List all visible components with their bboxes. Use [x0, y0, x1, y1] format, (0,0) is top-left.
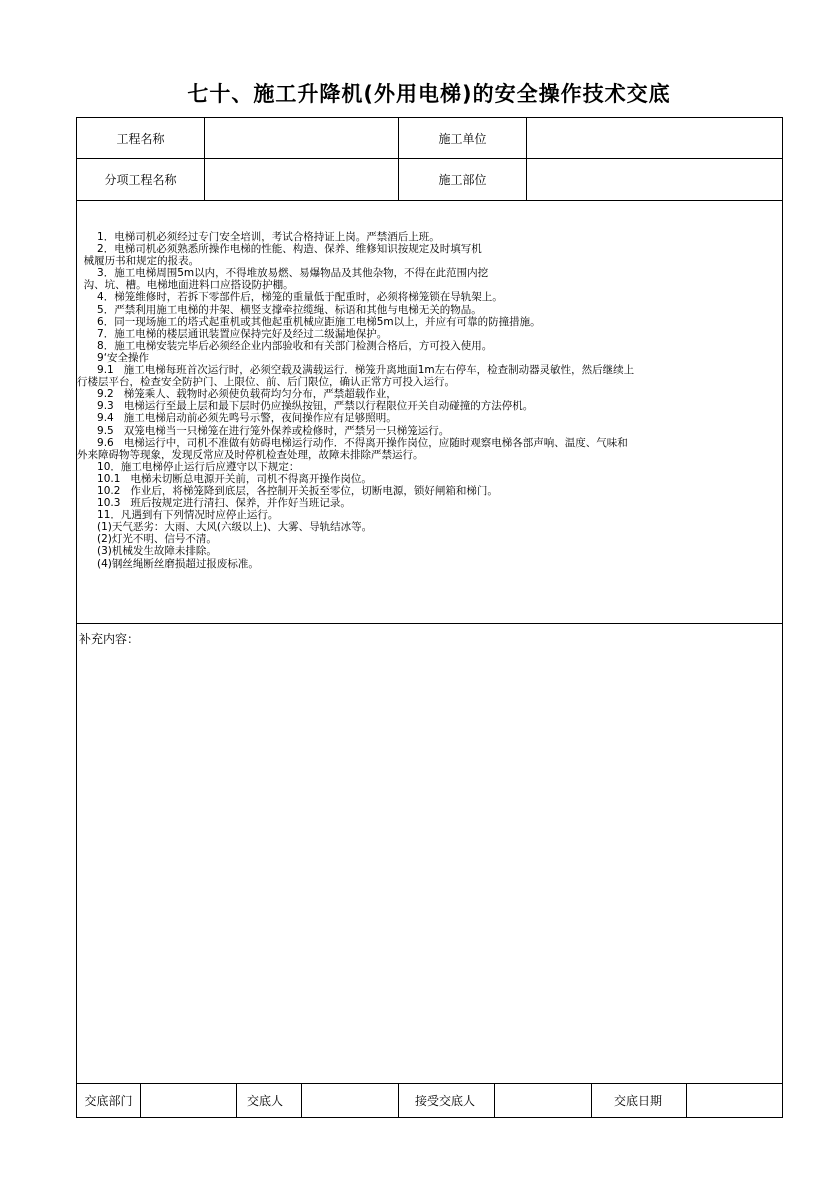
content-line: 9.5 双笼电梯当一只梯笼在进行笼外保养或检修时，严禁另一只梯笼运行。	[77, 424, 450, 437]
content-line: 3．施工电梯周围5m以内，不得堆放易燃、易爆物品及其他杂物，不得在此范围内挖	[77, 267, 489, 280]
content-line: 9.3 电梯运行至最上层和最下层时仍应操纵按钮，严禁以行程限位开关自动碰撞的方法停机。	[77, 400, 534, 413]
construction-unit-label: 施工单位	[399, 118, 527, 158]
sub-project-field[interactable]	[205, 159, 399, 200]
supplement-section[interactable]	[77, 624, 782, 1084]
content-line: 9.2 梯笼乘人、载物时必须使负载荷均匀分布，严禁超载作业，	[77, 388, 397, 401]
content-lines	[77, 231, 782, 570]
content-line: 1．电梯司机必须经过专门安全培训，考试合格持证上岗。严禁酒后上班。	[77, 231, 440, 243]
supplement-label: 补充内容：	[79, 632, 140, 646]
content-line: 9‘安全操作	[77, 351, 150, 364]
discloser-field[interactable]	[302, 1084, 399, 1117]
content-line: 10.1 电梯未切断总电源开关前，司机不得离开操作岗位。	[77, 472, 372, 485]
content-line: 6．同一现场施工的塔式起重机或其他起重机械应距施工电梯5m以上，并应有可靠的防撞措施。	[77, 315, 541, 328]
disclosure-table	[76, 117, 783, 1118]
date-label: 交底日期	[592, 1084, 687, 1117]
content-line: 11．凡遇到有下列情况时应停止运行。	[77, 509, 279, 522]
sub-project-label: 分项工程名称	[77, 159, 205, 200]
content-line: 7．施工电梯的楼层通讯装置应保持完好及经过二级漏地保护。	[77, 327, 388, 340]
dept-label: 交底部门	[77, 1084, 141, 1117]
receiver-field[interactable]	[495, 1084, 592, 1117]
discloser-label: 交底人	[237, 1084, 302, 1117]
construction-part-label: 施工部位	[399, 159, 527, 200]
construction-part-field[interactable]	[527, 159, 782, 200]
header-row-2	[77, 159, 782, 201]
content-line: 5．严禁利用施工电梯的井架、横竖支撑牵拉缆绳、标语和其他与电梯无关的物品。	[77, 303, 482, 316]
project-name-label: 工程名称	[77, 118, 205, 158]
content-line: 10.2 作业后，将梯笼降到底层，各控制开关扳至零位，切断电源，锁好闸箱和梯门。	[77, 484, 498, 497]
receiver-label: 接受交底人	[399, 1084, 495, 1117]
content-line: 械履历书和规定的报表。	[77, 255, 200, 268]
content-line: 10.3 班后按规定进行清扫、保养，并作好当班记录。	[77, 497, 351, 510]
content-line: (4)钢丝绳断丝磨损超过报废标准。	[77, 557, 259, 570]
content-line: 8．施工电梯安装完毕后必须经企业内部验收和有关部门检测合格后，方可投入使用。	[77, 339, 493, 352]
content-line: 外来障碍物等现象，发现反常应及时停机检查处理，故障未排除严禁运行。	[77, 448, 424, 461]
content-line: (1)天气恶劣：大雨、大风(六级以上)、大雾、导轨结冰等。	[77, 521, 373, 534]
content-line: (3)机械发生故障未排除。	[77, 545, 217, 558]
content-line: 10．施工电梯停止运行后应遵守以下规定：	[77, 460, 300, 473]
project-name-field[interactable]	[205, 118, 399, 158]
content-line: (2)灯光不明、信号不清。	[77, 533, 217, 546]
dept-field[interactable]	[141, 1084, 237, 1117]
construction-unit-field[interactable]	[527, 118, 782, 158]
content-line: 9.4 施工电梯启动前必须先鸣号示警，夜间操作应有足够照明。	[77, 412, 397, 425]
content-line: 9.1 施工电梯每班首次运行时，必须空载及满载运行．梯笼升离地面1m左右停车，检查制动器灵敏性，然后继续上	[77, 364, 635, 377]
content-line: 行楼层平台，检查安全防护门、上限位、前、后门限位，确认正常方可投入运行。	[77, 376, 455, 389]
header-row-1	[77, 118, 782, 159]
document-title: 七十、施工升降机(外用电梯)的安全操作技术交底	[187, 82, 671, 106]
content-line: 9.6 电梯运行中，司机不准做有妨碍电梯运行动作．不得离开操作岗位，应随时观察电梯各部声响、温度、气味和	[77, 436, 628, 449]
signature-row	[77, 1084, 782, 1117]
content-line: 4．梯笼维修时，若拆下零部件后，梯笼的重量低于配重时，必须将梯笼锁在导轨架上。	[77, 291, 503, 304]
disclosure-content	[77, 201, 782, 624]
content-line: 2．电梯司机必须熟悉所操作电梯的性能、构造、保养、维修知识按规定及时填写机	[77, 243, 482, 256]
date-field[interactable]	[687, 1084, 782, 1117]
content-line: 沟、坑、槽。电梯地面进料口应搭设防护棚。	[77, 279, 294, 292]
